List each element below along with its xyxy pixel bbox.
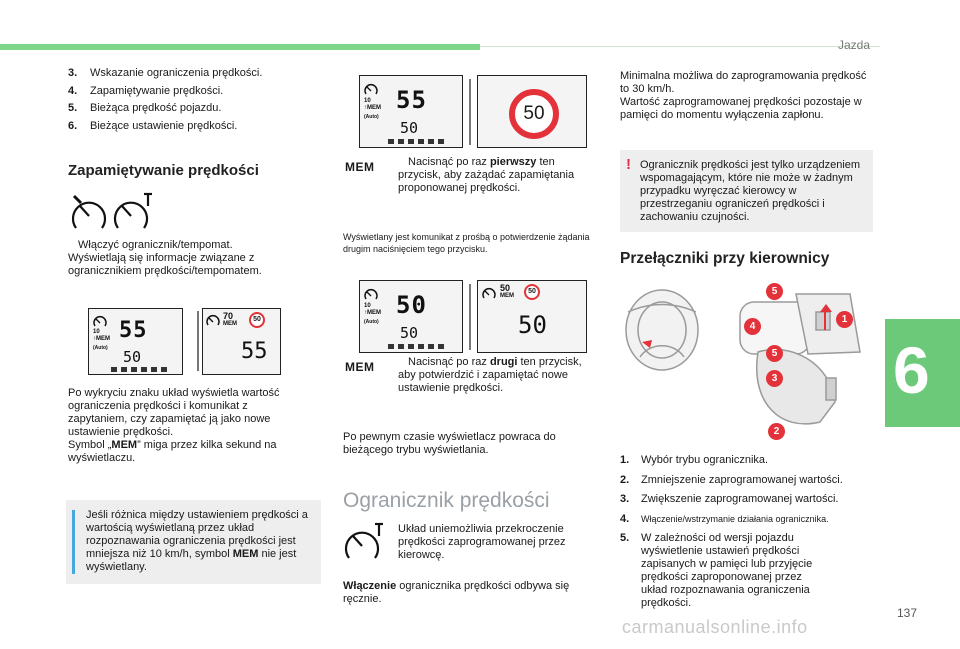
list-item: 5. W zależności od wersji pojazdu wyświetlenie ustawień prędkości zapisanych w pamięci lub przyjęcie prędkości zaproponowanej przez układ rozpoznawania ograniczenia prędkości.	[620, 532, 813, 609]
return-text: Po pewnym czasie wyświetlacz powraca do bieżącego trybu wyświetlania.	[343, 431, 556, 456]
section-title: Przełączniki przy kierownicy	[620, 250, 830, 267]
list-item: 1. Wybór trybu ogranicznika.	[620, 454, 769, 466]
speed-limiter-icon	[343, 522, 383, 562]
list-item: 3. Zwiększenie zaprogramowanej wartości.	[620, 493, 839, 505]
page-number: 137	[897, 606, 918, 620]
list-item: 4. Zapamiętywanie prędkości.	[68, 84, 224, 97]
after-detection-text: Po wykryciu znaku układ wyświetla wartość ograniczenia prędkości i komunikat z zapytaniem, czy zapamiętać ją jako nowe ustawienie prędkości. Symbol „MEM” miga przez kilka sekund na wyświetlaczu.	[68, 387, 280, 464]
list-item: 6. Bieżące ustawienie prędkości.	[68, 119, 238, 132]
speed-limit-sign: 50	[509, 89, 559, 139]
callout-badge: 5	[766, 345, 783, 362]
step-enable-text: Włączyć ogranicznik/tempomat. Wyświetlają się informacje związane z ogranicznikiem prędkości/tempomatem.	[68, 239, 262, 277]
callout-badge: 5	[766, 283, 783, 300]
cluster-display-top: 10 ↑MEM (Auto) 55 50	[359, 75, 463, 148]
step-second-press: Nacisnąć po raz drugi ten przycisk, aby potwierdzić i zapamiętać nowe ustawienie prędkości.	[398, 356, 582, 394]
watermark: carmanualsonline.info	[622, 617, 808, 637]
legend-list	[68, 67, 328, 137]
chapter-tab-number: 6	[893, 333, 930, 407]
steering-controls-illustration	[620, 282, 875, 442]
set-speed-value: 50	[396, 291, 427, 319]
set-speed-value: 55	[119, 318, 148, 343]
cluster-display-sign	[477, 75, 587, 148]
limiter-description: Układ uniemożliwia przekroczenie prędkości zaprogramowanej przez kierowcę.	[398, 523, 566, 561]
cluster-display-mid: 10 ↑MEM (Auto) 50 50	[359, 280, 463, 353]
cluster-display-left: 10 ↑MEM (Auto) 55 50	[88, 308, 183, 375]
mem-indicator: MEM	[223, 321, 237, 327]
callout-badge: 2	[768, 423, 785, 440]
confirmation-caption: Wyświetlany jest komunikat z prośbą o potwierdzenie żądania drugim naciśnięciem tego przycisku.	[343, 232, 590, 254]
limiter-icon	[364, 83, 378, 95]
limiter-icon	[482, 287, 496, 299]
current-speed-value: 50	[400, 324, 419, 342]
speed-sign: 50	[524, 284, 540, 300]
mem-button[interactable]: MEM	[345, 360, 375, 374]
header-rule	[480, 46, 880, 47]
list-item: 4. Włączenie/wstrzymanie działania ogranicznika.	[620, 512, 829, 525]
min-speed-text: Minimalna możliwa do zaprogramowania prędkość to 30 km/h. Wartość zaprogramowanej prędkości pozostaje w pamięci do momentu wyłączenia zapłonu.	[620, 70, 867, 121]
list-item: 3. Wskazanie ograniczenia prędkości.	[68, 67, 263, 79]
cluster-display-right	[202, 308, 281, 375]
mem-indicator: MEM	[500, 293, 514, 299]
callout-badge: 3	[766, 370, 783, 387]
enable-text: Włączenie ogranicznika prędkości odbywa się ręcznie.	[343, 580, 570, 605]
header-accent-bar	[0, 44, 480, 50]
callout-badge: 1	[836, 311, 853, 328]
mem-button[interactable]: MEM	[345, 160, 375, 174]
right-speed-value: 55	[241, 339, 268, 364]
set-speed-value: 55	[396, 86, 427, 114]
step-first-press: Nacisnąć po raz pierwszy ten przycisk, aby zażądać zapamiętania proponowanej prędkości.	[398, 156, 575, 194]
proposed-speed: 50	[500, 283, 511, 293]
controls-legend	[620, 454, 875, 617]
list-item: 5. Bieżąca prędkość pojazdu.	[68, 102, 222, 114]
chapter-heading: Ogranicznik prędkości	[343, 489, 550, 512]
info-callout: Jeśli różnica między ustawieniem prędkości a wartością wyświetlaną przez układ rozpoznawania ograniczenia prędkości jest mniejsza niż 10 km/h, symbol MEM nie jest wyświetlany.	[66, 500, 321, 584]
proposed-speed: 70	[223, 311, 234, 321]
section-title: Zapamiętywanie prędkości	[68, 162, 259, 179]
warning-mark: !	[626, 156, 631, 173]
chapter-tab	[885, 319, 960, 427]
cluster-display-confirm	[477, 280, 587, 353]
warning-callout: ! Ogranicznik prędkości jest tylko urządzeniem wspomagającym, które nie może w żadnym przypadku wyręczać kierowcy w przestrzeganiu ograniczeń prędkości i zachowaniu czujności.	[620, 150, 873, 232]
speedometer-icons	[66, 192, 166, 232]
limiter-icon	[206, 314, 220, 326]
limiter-icon	[364, 288, 378, 300]
right-speed-value: 50	[518, 311, 547, 339]
speed-sign: 50	[249, 312, 265, 328]
callout-badge: 4	[744, 318, 761, 335]
current-speed-value: 50	[123, 348, 142, 366]
current-speed-value: 50	[400, 119, 419, 137]
limiter-icon	[93, 315, 107, 327]
chapter-title: Jazda	[838, 38, 871, 52]
info-bar	[72, 510, 75, 574]
list-item: 2. Zmniejszenie zaprogramowanej wartości.	[620, 473, 843, 486]
